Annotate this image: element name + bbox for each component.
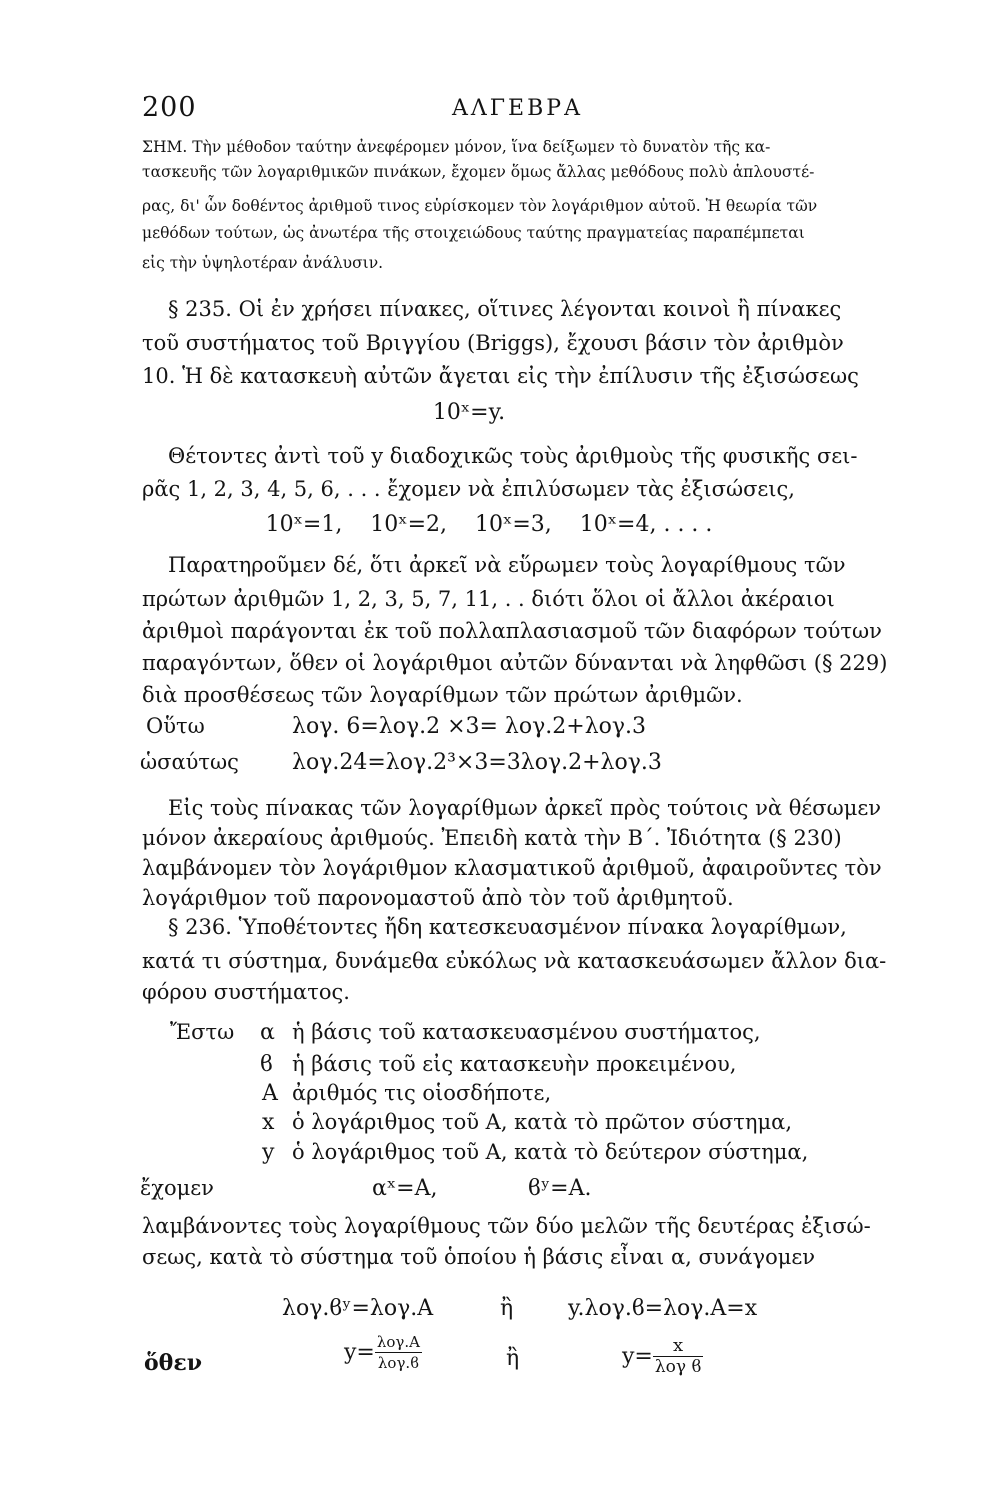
equations-row: 10ˣ=1, 10ˣ=2, 10ˣ=3, 10ˣ=4, . . . . xyxy=(265,512,713,537)
note-line-2: τασκευῆς τῶν λογαριθμικῶν πινάκων, ἔχομεν ὅμως ἄλλας μεθόδους πολὺ ἁπλουστέ- xyxy=(142,163,815,181)
estw-label: Ἔστω xyxy=(170,1020,235,1044)
running-title: ΑΛΓΕΒΡΑ xyxy=(452,96,583,121)
equation-10x-y: 10ˣ=y. xyxy=(432,400,506,425)
def-text-2: ἡ βάσις τοῦ εἰς κατασκευὴν προκειμένου, xyxy=(292,1052,737,1076)
sec235-line-13: λαμβάνομεν τὸν λογάριθμον κλασματικοῦ ἀριθμοῦ, ἀφαιροῦντες τὸν xyxy=(142,856,882,880)
def-text-1: ἡ βάσις τοῦ κατασκευασμένου συστήματος, xyxy=(292,1020,761,1044)
sec235-line-3: 10. Ἡ δὲ κατασκευὴ αὐτῶν ἄγεται εἰς τὴν ἐπίλυσιν τῆς ἐξισώσεως xyxy=(142,364,859,388)
sec236-line-4: λαμβάνοντες τοὺς λογαρίθμους τῶν δύο μελῶν τῆς δευτέρας ἐξισώ- xyxy=(142,1214,871,1238)
sec236-line-1: § 236. Ὑποθέτοντες ἤδη κατεσκευασμένον πίνακα λογαρίθμων, xyxy=(168,915,847,939)
sec235-line-6: Παρατηροῦμεν δέ, ὅτι ἀρκεῖ νὰ εὕρωμεν τοὺς λογαρίθμους τῶν xyxy=(168,553,846,577)
page-number: 200 xyxy=(142,92,197,123)
note-line-1: ΣΗΜ. Τὴν μέθοδον ταύτην ἀνεφέρομεν μόνον, ἵνα δείξωμεν τὸ δυνατὸν τῆς κα- xyxy=(142,138,771,156)
example-expr-1: λογ. 6=λογ.2 ×3= λογ.2+λογ.3 xyxy=(292,714,647,739)
sec235-line-2: τοῦ συστήματος τοῦ Βριγγίου (Briggs), ἔχουσι βάσιν τὸν ἀριθμὸν xyxy=(142,331,844,355)
example-label-2: ὡσαύτως xyxy=(140,750,239,774)
fraction-1-lhs: y= xyxy=(344,1340,375,1365)
note-line-4: μεθόδων τούτων, ὡς ἀνωτέρα τῆς στοιχειώδους ταύτης πραγματείας παραπέμπεται xyxy=(142,224,805,242)
fraction-2-denominator: λογ ϐ xyxy=(654,1357,702,1377)
def-text-5: ὁ λογάριθμος τοῦ Α, κατὰ τὸ δεύτερον σύστημα, xyxy=(292,1140,809,1164)
fraction-2-lhs: y= xyxy=(622,1344,653,1369)
sec235-line-7: πρώτων ἀριθμῶν 1, 2, 3, 5, 7, 11, . . διότι ὅλοι οἱ ἄλλοι ἀκέραιοι xyxy=(142,587,835,611)
exomen-label: ἔχομεν xyxy=(140,1176,214,1200)
def-text-4: ὁ λογάριθμος τοῦ Α, κατὰ τὸ πρῶτον σύστημα, xyxy=(292,1110,793,1134)
example-expr-2: λογ.24=λογ.2³×3=3λογ.2+λογ.3 xyxy=(292,750,662,775)
def-symbol-1: α xyxy=(260,1020,275,1045)
equation-a-x: αˣ=Α, xyxy=(372,1176,438,1201)
def-symbol-2: ϐ xyxy=(260,1052,273,1077)
or-word-2: ἢ xyxy=(506,1346,520,1371)
fraction-1-numerator: λογ.Α xyxy=(376,1333,420,1351)
fraction-2 xyxy=(622,1336,703,1377)
sec235-line-9: παραγόντων, ὅθεν οἱ λογάριθμοι αὐτῶν δύνανται νὰ ληφθῶσι (§ 229) xyxy=(142,651,888,675)
othen-label: ὅθεν xyxy=(144,1350,202,1376)
fraction-2-numerator: x xyxy=(673,1335,684,1356)
note-line-5: εἰς τὴν ὑψηλοτέραν ἀνάλυσιν. xyxy=(142,254,384,272)
fraction-2-body xyxy=(653,1336,703,1377)
sec235-line-11: Εἰς τοὺς πίνακας τῶν λογαρίθμων ἀρκεῖ πρὸς τούτοις νὰ θέσωμεν xyxy=(168,796,882,820)
fraction-1-body xyxy=(375,1332,422,1373)
sec235-line-12: μόνον ἀκεραίους ἀριθμούς. Ἐπειδὴ κατὰ τὴν Β΄. Ἰδιότητα (§ 230) xyxy=(142,826,842,850)
fraction-1-denominator: λογ.ϐ xyxy=(377,1354,419,1372)
def-text-3: ἀριθμός τις οἱοσδήποτε, xyxy=(292,1081,552,1105)
fraction-1 xyxy=(344,1332,422,1373)
def-symbol-3: Α xyxy=(262,1081,278,1106)
equation-b-y: ϐʸ=Α. xyxy=(528,1176,592,1201)
def-symbol-4: x xyxy=(262,1110,275,1135)
sec235-line-4: Θέτοντες ἀντὶ τοῦ y διαδοχικῶς τοὺς ἀριθμοὺς τῆς φυσικῆς σει- xyxy=(168,444,858,468)
log-equation-left: λογ.ϐʸ=λογ.Α xyxy=(282,1296,434,1321)
log-equation-right: y.λογ.ϐ=λογ.Α=x xyxy=(568,1296,758,1321)
sec236-line-2: κατά τι σύστημα, δυνάμεθα εὐκόλως νὰ κατασκευάσωμεν ἄλλον δια- xyxy=(142,949,887,973)
or-word-1: ἢ xyxy=(500,1296,514,1321)
sec235-line-10: διὰ προσθέσεως τῶν λογαρίθμων τῶν πρώτων ἀριθμῶν. xyxy=(142,683,743,707)
sec236-line-5: σεως, κατὰ τὸ σύστημα τοῦ ὁποίου ἡ βάσις εἶναι α, συνάγομεν xyxy=(142,1245,816,1269)
sec235-line-14: λογάριθμον τοῦ παρονομαστοῦ ἀπὸ τὸν τοῦ ἀριθμητοῦ. xyxy=(142,886,734,910)
example-label-1: Οὕτω xyxy=(146,714,205,738)
def-symbol-5: y xyxy=(262,1140,275,1165)
sec235-line-5: ρᾶς 1, 2, 3, 4, 5, 6, . . . ἔχομεν νὰ ἐπιλύσωμεν τὰς ἐξισώσεις, xyxy=(142,477,795,501)
sec236-line-3: φόρου συστήματος. xyxy=(142,980,350,1004)
sec235-line-1: § 235. Οἱ ἐν χρήσει πίνακες, οἵτινες λέγονται κοινοὶ ἢ πίνακες xyxy=(168,297,842,321)
sec235-line-8: ἀριθμοὶ παράγονται ἐκ τοῦ πολλαπλασιασμοῦ τῶν διαφόρων τούτων xyxy=(142,619,882,643)
note-line-3: ρας, δι' ὧν δοθέντος ἀριθμοῦ τινος εὑρίσκομεν τὸν λογάριθμον αὐτοῦ. Ἡ θεωρία τῶν xyxy=(142,197,818,215)
